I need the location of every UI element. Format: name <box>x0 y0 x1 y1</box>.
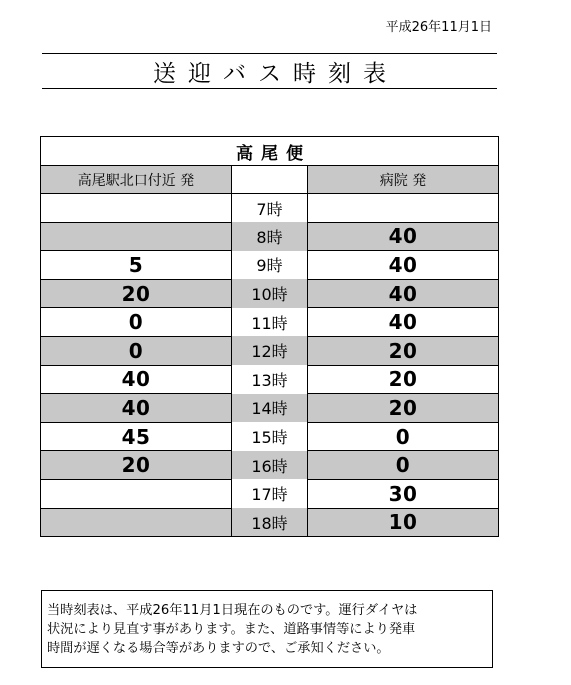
column-header-hospital: 病院 発 <box>308 166 499 194</box>
hour-cell: 8時 <box>232 222 308 251</box>
station-departure-cell: 5 <box>41 251 232 280</box>
hour-cell: 15時 <box>232 422 308 451</box>
hour-cell: 13時 <box>232 365 308 394</box>
hospital-departure-cell: 40 <box>308 279 499 308</box>
hospital-departure-cell: 20 <box>308 336 499 365</box>
table-row <box>41 508 499 537</box>
station-departure-cell: 0 <box>41 336 232 365</box>
station-departure-cell <box>41 508 232 537</box>
table-row <box>41 394 499 423</box>
hospital-departure-cell: 20 <box>308 365 499 394</box>
hour-cell: 11時 <box>232 308 308 337</box>
hour-cell: 12時 <box>232 336 308 365</box>
hour-cell: 9時 <box>232 251 308 280</box>
page-title: 送迎バス時刻表 <box>153 60 398 87</box>
station-departure-cell: 40 <box>41 394 232 423</box>
table-row <box>41 194 499 223</box>
notice-line: 時間が遅くなる場合等がありますので、ご承知ください。 <box>47 641 390 656</box>
table-row <box>41 222 499 251</box>
station-departure-cell: 20 <box>41 279 232 308</box>
station-departure-cell <box>41 194 232 223</box>
hospital-departure-cell: 40 <box>308 308 499 337</box>
timetable <box>40 136 499 537</box>
hour-cell: 18時 <box>232 508 308 537</box>
table-row <box>41 451 499 480</box>
station-departure-cell <box>41 479 232 508</box>
station-departure-cell: 40 <box>41 365 232 394</box>
station-departure-cell <box>41 222 232 251</box>
station-departure-cell: 0 <box>41 308 232 337</box>
hour-cell: 17時 <box>232 479 308 508</box>
hospital-departure-cell: 10 <box>308 508 499 537</box>
notice-line: 当時刻表は、平成26年11月1日現在のものです。運行ダイヤは <box>47 603 418 618</box>
hour-cell: 16時 <box>232 451 308 480</box>
title-banner <box>42 53 497 89</box>
hospital-departure-cell: 30 <box>308 479 499 508</box>
hospital-departure-cell: 40 <box>308 222 499 251</box>
station-departure-cell: 45 <box>41 422 232 451</box>
column-header-station: 高尾駅北口付近 発 <box>41 166 232 194</box>
table-row <box>41 251 499 280</box>
hospital-departure-cell: 40 <box>308 251 499 280</box>
table-row <box>41 365 499 394</box>
table-row <box>41 422 499 451</box>
hour-cell: 14時 <box>232 394 308 423</box>
issue-date: 平成26年11月1日 <box>385 20 492 35</box>
hospital-departure-cell <box>308 194 499 223</box>
table-row <box>41 308 499 337</box>
hospital-departure-cell: 0 <box>308 422 499 451</box>
table-row <box>41 279 499 308</box>
column-header-hour <box>232 166 308 194</box>
station-departure-cell: 20 <box>41 451 232 480</box>
notice-box <box>41 590 493 668</box>
table-row <box>41 336 499 365</box>
hospital-departure-cell: 20 <box>308 394 499 423</box>
hour-cell: 7時 <box>232 194 308 223</box>
route-heading: 高尾便 <box>41 137 499 166</box>
hospital-departure-cell: 0 <box>308 451 499 480</box>
hour-cell: 10時 <box>232 279 308 308</box>
notice-line: 状況により見直す事があります。また、道路事情等により発車 <box>47 622 416 637</box>
table-row <box>41 479 499 508</box>
